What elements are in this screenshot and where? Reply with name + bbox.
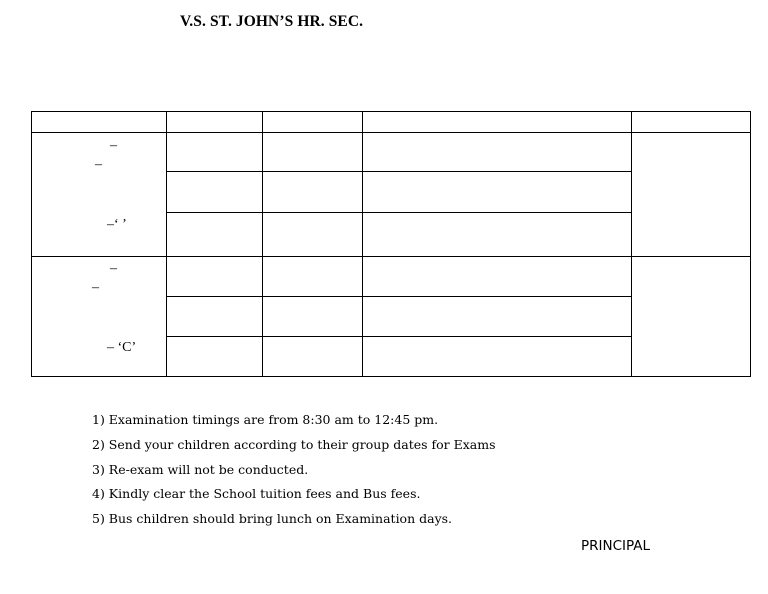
table-cell: [263, 257, 363, 297]
header-cell: [32, 112, 167, 133]
list-item: 4) Kindly clear the School tuition fees and Bus fees.: [92, 486, 421, 502]
header-cell: [263, 112, 363, 133]
header-cell: [632, 112, 751, 133]
table-cell: [363, 172, 632, 213]
dash-mark: –: [110, 261, 117, 276]
remarks-cell: [632, 257, 751, 377]
list-item: 1) Examination timings are from 8:30 am to 12:45 pm.: [92, 412, 439, 427]
remarks-cell: [632, 133, 751, 257]
principal-signature-label: PRINCIPAL: [581, 538, 651, 554]
table-cell: [363, 337, 632, 377]
header-cell: [167, 112, 263, 133]
list-item: 3) Re-exam will not be conducted.: [92, 461, 309, 477]
table-cell: [363, 133, 632, 172]
table-cell: [263, 213, 363, 257]
instructions-list: [92, 411, 496, 535]
school-name-heading: V.S. ST. JOHN’S HR. SEC.: [180, 13, 364, 30]
table-cell: [167, 257, 263, 297]
table-cell: [167, 297, 263, 337]
table-row: [32, 133, 751, 172]
table-cell: [167, 133, 263, 172]
table-cell: [363, 213, 632, 257]
table-cell: [263, 297, 363, 337]
table-cell: [263, 337, 363, 377]
table-cell: [167, 172, 263, 213]
group-cell-first: [32, 133, 167, 257]
table-cell: [167, 337, 263, 377]
header-cell: [363, 112, 632, 133]
table-row: [32, 257, 751, 297]
table-cell: [263, 133, 363, 172]
list-item: 2) Send your children according to their group dates for Exams: [92, 436, 496, 452]
dash-mark: –: [95, 157, 102, 172]
table-cell: [363, 297, 632, 337]
group-cell-second: [32, 257, 167, 377]
table-cell: [167, 213, 263, 257]
list-item: 5) Bus children should bring lunch on Examination days.: [92, 511, 453, 527]
dash-mark: –: [110, 138, 117, 153]
table-cell: [263, 172, 363, 213]
dash-mark: –: [92, 280, 99, 295]
group-label: –‘ ’: [107, 217, 127, 232]
exam-schedule-table: [31, 111, 751, 377]
group-label: – ‘C’: [107, 340, 137, 355]
table-cell: [363, 257, 632, 297]
table-header-row: [32, 112, 751, 133]
